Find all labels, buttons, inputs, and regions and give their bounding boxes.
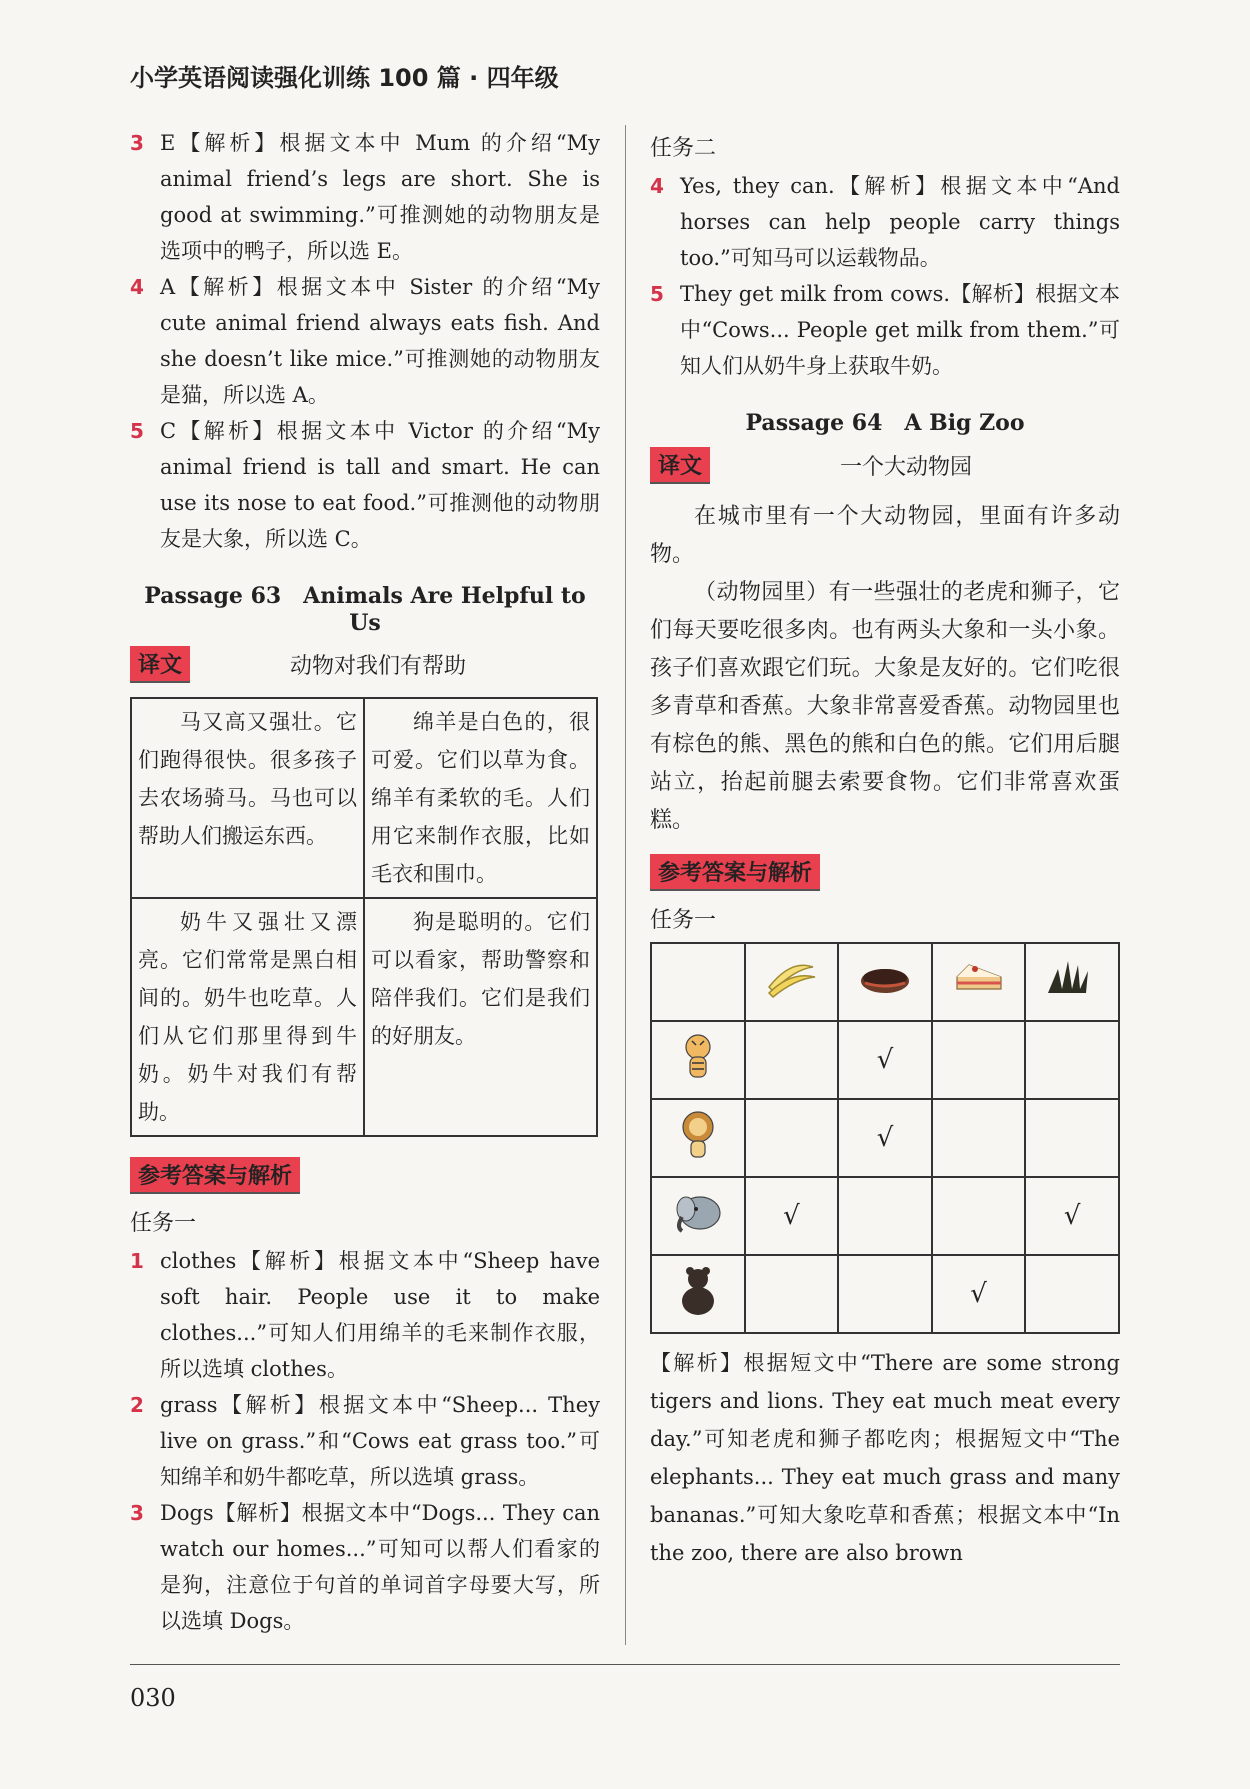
answer-item	[130, 413, 600, 557]
grid-cell	[745, 1255, 839, 1333]
column-divider	[625, 125, 626, 1645]
grid-cell	[932, 1099, 1026, 1177]
table-cell-sheep	[364, 698, 597, 898]
item-number: 5	[650, 282, 664, 306]
translation-table	[130, 697, 598, 1137]
item-text: Dogs【解析】根据文本中“Dogs... They can watch our homes...”可知可以帮人们看家的是狗，注意位于句首的单词首字母要大写，所以选填 Dogs。	[160, 1501, 600, 1633]
grid-cell: √	[745, 1177, 839, 1255]
grid-cell: √	[932, 1255, 1026, 1333]
cell-text: 狗是聪明的。它们可以看家，帮助警察和陪伴我们。它们是我们的好朋友。	[371, 910, 590, 1048]
grid-animal-cell	[651, 1177, 745, 1255]
grid-cell	[932, 1177, 1026, 1255]
answer-item	[130, 125, 600, 269]
grid-cell	[1025, 1099, 1119, 1177]
item-text: E【解析】根据文本中 Mum 的介绍“My animal friend’s legs are short. She is good at swimming.”可推测她的动物朋友是选项中的鸭子，所以选 E。	[160, 131, 600, 263]
tiger-icon	[668, 1027, 728, 1087]
grid-cell: √	[838, 1099, 932, 1177]
translation-title: 动物对我们有帮助	[290, 654, 467, 679]
item-number: 1	[130, 1249, 144, 1273]
grid-cell	[932, 1021, 1026, 1099]
cell-text: 奶牛又强壮又漂亮。它们常常是黑白相间的。奶牛也吃草。人们从它们那里得到牛奶。奶牛对我们有帮助。	[138, 910, 357, 1124]
answers-badge: 参考答案与解析	[130, 1157, 300, 1194]
grid-cell	[838, 1177, 932, 1255]
grass-icon	[1042, 949, 1102, 1009]
banana-icon	[761, 949, 821, 1009]
food-grid	[650, 942, 1120, 1334]
grid-cell	[1025, 1255, 1119, 1333]
translation-title: 一个大动物园	[840, 455, 973, 480]
cake-icon	[949, 949, 1009, 1009]
page-number: 030	[130, 1684, 176, 1712]
answers-badge: 参考答案与解析	[650, 854, 820, 891]
grid-corner	[651, 943, 745, 1021]
answer-item	[130, 1387, 600, 1495]
book-title: 小学英语阅读强化训练 100 篇 · 四年级	[130, 64, 559, 92]
grid-header-cell	[745, 943, 839, 1021]
task-label: 任务一	[130, 1211, 197, 1236]
answer-item	[650, 276, 1120, 384]
answer-item	[130, 1495, 600, 1639]
item-text: clothes【解析】根据文本中“Sheep have soft hair. People use it to make clothes...”可知人们用绵羊的毛来制作衣服，所以选填 clothes。	[160, 1249, 600, 1381]
item-number: 3	[130, 1501, 144, 1525]
translation-badge: 译文	[130, 646, 190, 683]
item-number: 4	[650, 174, 664, 198]
table-cell-horse	[131, 698, 364, 898]
grid-cell	[745, 1099, 839, 1177]
task-label: 任务一	[650, 908, 717, 933]
item-text: A【解析】根据文本中 Sister 的介绍“My cute animal friend always eats fish. And she doesn’t like mice.”可推测她的动物朋友是猫，所以选 A。	[160, 275, 600, 407]
translation-paragraph: 在城市里有一个大动物园，里面有许多动物。	[650, 504, 1120, 567]
translation-badge: 译文	[650, 447, 710, 484]
grid-cell	[745, 1021, 839, 1099]
answer-item	[650, 168, 1120, 276]
footer-rule	[130, 1664, 1120, 1665]
grid-cell: √	[1025, 1177, 1119, 1255]
translation-paragraph: （动物园里）有一些强壮的老虎和狮子，它们每天要吃很多肉。也有两头大象和一头小象。孩子们喜欢跟它们玩。大象是友好的。它们吃很多青草和香蕉。大象非常喜爱香蕉。动物园里也有棕色的熊、黑色的熊和白色的熊。它们用后腿站立，抬起前腿去索要食物。它们非常喜欢蛋糕。	[650, 580, 1120, 833]
item-text: Yes, they can.【解析】根据文本中“And horses can help people carry things too.”可知马可以运载物品。	[680, 174, 1120, 270]
task-label: 任务二	[650, 136, 717, 161]
item-number: 3	[130, 131, 144, 155]
grid-cell	[1025, 1021, 1119, 1099]
right-column	[650, 125, 1120, 1572]
grid-header-cell	[932, 943, 1026, 1021]
analysis-text: 【解析】根据短文中“There are some strong tigers and lions. They eat much meat every day.”可知老虎和狮子都吃肉；根据短文中“The elephants... They eat much grass and many bananas.”可知大象吃草和香蕉；根据文本中“In the zoo, there are also brown	[650, 1351, 1120, 1565]
passage-63-title: Passage 63 Animals Are Helpful to Us	[144, 583, 586, 636]
elephant-icon	[668, 1183, 728, 1243]
item-number: 5	[130, 419, 144, 443]
grid-header-cell	[1025, 943, 1119, 1021]
cell-text: 马又高又强壮。它们跑得很快。很多孩子去农场骑马。马也可以帮助人们搬运东西。	[138, 710, 357, 848]
item-number: 4	[130, 275, 144, 299]
passage-64-title: Passage 64 A Big Zoo	[745, 410, 1025, 436]
grid-cell: √	[838, 1021, 932, 1099]
answer-item	[130, 269, 600, 413]
grid-cell	[838, 1255, 932, 1333]
item-text: C【解析】根据文本中 Victor 的介绍“My animal friend is tall and smart. He can use its nose to eat food.”可推测他的动物朋友是大象，所以选 C。	[160, 419, 600, 551]
answer-item	[130, 1243, 600, 1387]
translation-header	[130, 646, 600, 683]
bear-icon	[668, 1261, 728, 1321]
grid-animal-cell	[651, 1255, 745, 1333]
grid-animal-cell	[651, 1099, 745, 1177]
item-text: grass【解析】根据文本中“Sheep... They live on grass.”和“Cows eat grass too.”可知绵羊和奶牛都吃草，所以选填 grass。	[160, 1393, 600, 1489]
grid-header-cell	[838, 943, 932, 1021]
cell-text: 绵羊是白色的，很可爱。它们以草为食。绵羊有柔软的毛。人们用它来制作衣服，比如毛衣和围巾。	[371, 710, 590, 886]
lion-icon	[668, 1105, 728, 1165]
translation-header	[650, 447, 1120, 484]
meat-icon	[855, 949, 915, 1009]
left-column	[130, 125, 600, 1639]
item-number: 2	[130, 1393, 144, 1417]
table-cell-dog	[364, 898, 597, 1136]
item-text: They get milk from cows.【解析】根据文本中“Cows... People get milk from them.”可知人们从奶牛身上获取牛奶。	[680, 282, 1120, 378]
table-cell-cow	[131, 898, 364, 1136]
grid-animal-cell	[651, 1021, 745, 1099]
